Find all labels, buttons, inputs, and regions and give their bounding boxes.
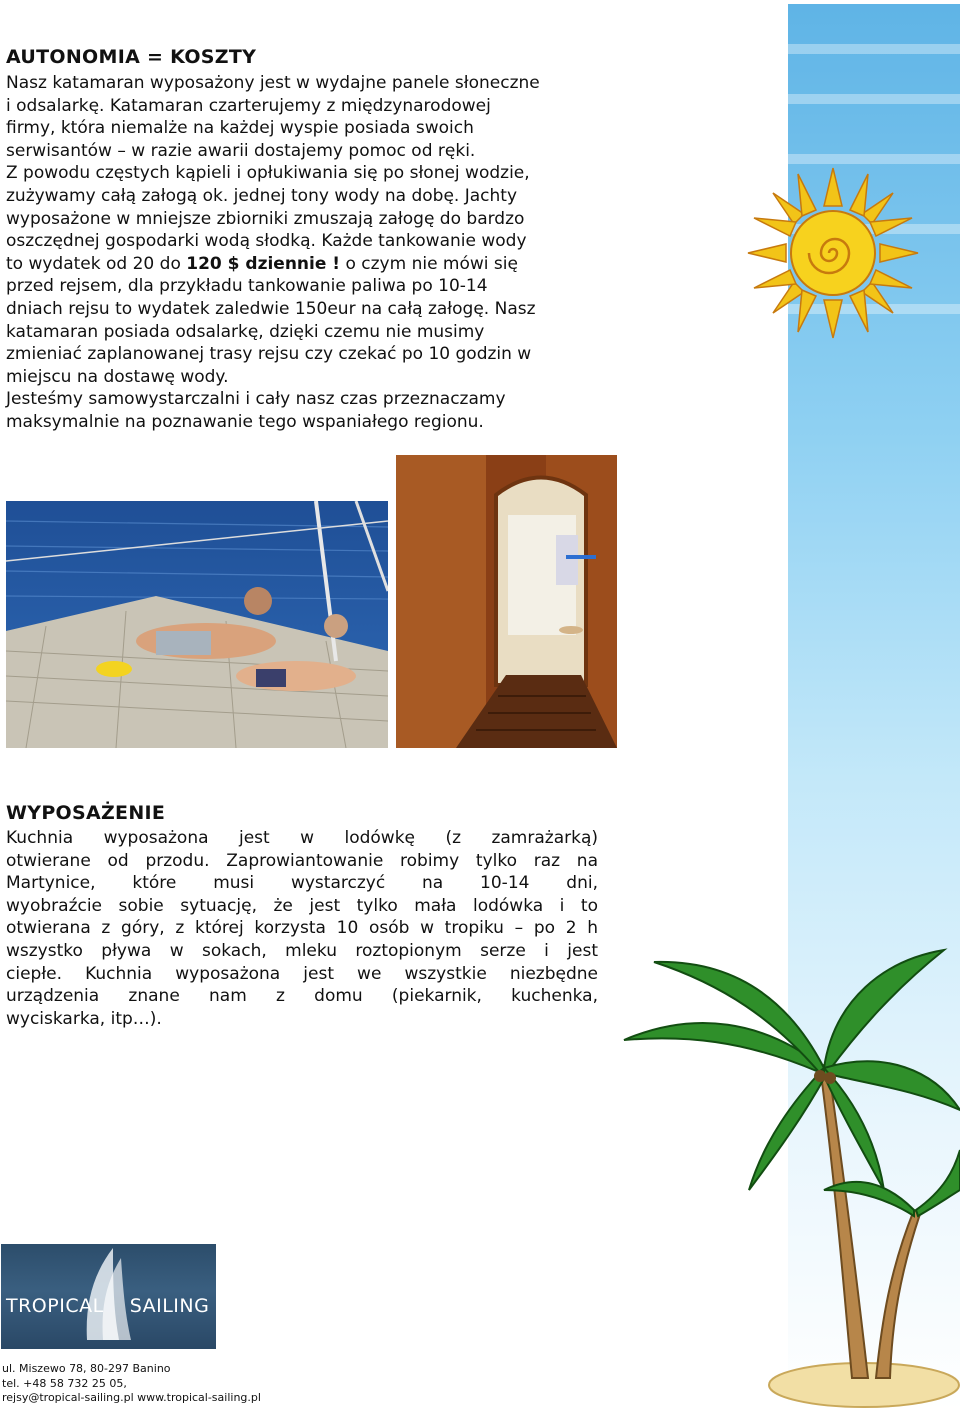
body-line: dniach rejsu to wydatek zaledwie 150eur na całą załogę. Nasz [6,298,536,319]
body-line: ciepłe. Kuchnia wyposażona jest we wszystkie niezbędne [6,963,598,984]
body-line: otwierane od przodu. Zaprowiantowanie robimy tylko raz na [6,850,598,871]
logo-word: TROPICAL [6,1295,104,1317]
trampoline-photo [6,501,388,748]
footer-web-line [2,1391,261,1406]
footer-website-link[interactable]: www.tropical-sailing.pl [137,1391,261,1404]
body-line: miejscu na dostawę wody. [6,366,229,387]
body-line: firmy, która niemalże na każdej wyspie posiada swoich [6,118,474,139]
body-text: to wydatek od 20 do [6,253,187,274]
body-line: otwierana z góry, z której korzysta 10 osób w tropiku – po 2 h [6,918,598,939]
body-line: urządzenia znane nam z domu (piekarnik, kuchenka, [6,986,598,1007]
body-line: zmieniać zaplanowanej trasy rejsu czy czekać po 10 godzin w [6,344,532,365]
body-text: o czym nie mówi się [340,253,518,274]
body-line: Z powodu częstych kąpieli i opłukiwania się po słonej wodzie, [6,163,530,184]
highlight-cost: 120 $ dziennie ! [186,253,341,274]
body-line: i odsalarkę. Katamaran czarterujemy z międzynarodowej [6,95,491,116]
body-line: oszczędnej gospodarki wodą słodką. Każde tankowanie wody [6,231,527,252]
contact-footer [2,1362,261,1406]
logo-word: SAILING [129,1295,210,1317]
section-heading-costs: AUTONOMIA = KOSZTY [6,46,257,68]
body-line: wszystko pływa w sokach, mleku roztopionym serze i jest [6,940,598,961]
section-costs-body [6,72,598,434]
body-line: Nasz katamaran wyposażony jest w wydajne panele słoneczne [6,73,540,93]
body-line: Jesteśmy samowystarczalni i cały nasz czas przeznaczamy [6,389,506,410]
body-line: katamaran posiada odsalarkę, dzięki czemu nie musimy [6,321,485,342]
body-line: maksymalnie na poznawanie tego wspaniałego regionu. [6,411,484,432]
body-line: Martynice, które musi wystarczyć na 10-14 dni, [6,873,598,894]
interior-photo [396,455,617,748]
tropical-sailing-logo [1,1244,216,1349]
body-line: wyobraźcie sobie sytuację, że jest tylko mała lodówka i to [6,895,598,916]
section-heading-equipment: WYPOSAŻENIE [6,802,166,824]
body-line: przed rejsem, dla przykładu tankowanie paliwa po 10-14 [6,276,488,297]
body-line: wyposażone w mniejsze zbiorniki zmuszają załogę do bardzo [6,208,525,229]
sun-icon [746,166,920,340]
body-line: serwisantów – w razie awarii dostajemy pomoc od ręki. [6,140,476,161]
body-line: Kuchnia wyposażona jest w lodówkę (z zamrażarką) [6,828,598,848]
palm-trees-illustration [614,890,960,1410]
footer-address: ul. Miszewo 78, 80-297 Banino [2,1362,171,1375]
logo-wordmark [6,1295,209,1317]
footer-phone: tel. +48 58 732 25 05, [2,1376,127,1390]
body-line [6,253,598,276]
footer-email-link[interactable]: rejsy@tropical-sailing.pl [2,1391,134,1404]
body-line: zużywamy całą załogą ok. jednej tony wody na dobę. Jachty [6,185,518,206]
body-line: wyciskarka, itp…). [6,1008,162,1029]
section-equipment-body [6,827,598,1030]
